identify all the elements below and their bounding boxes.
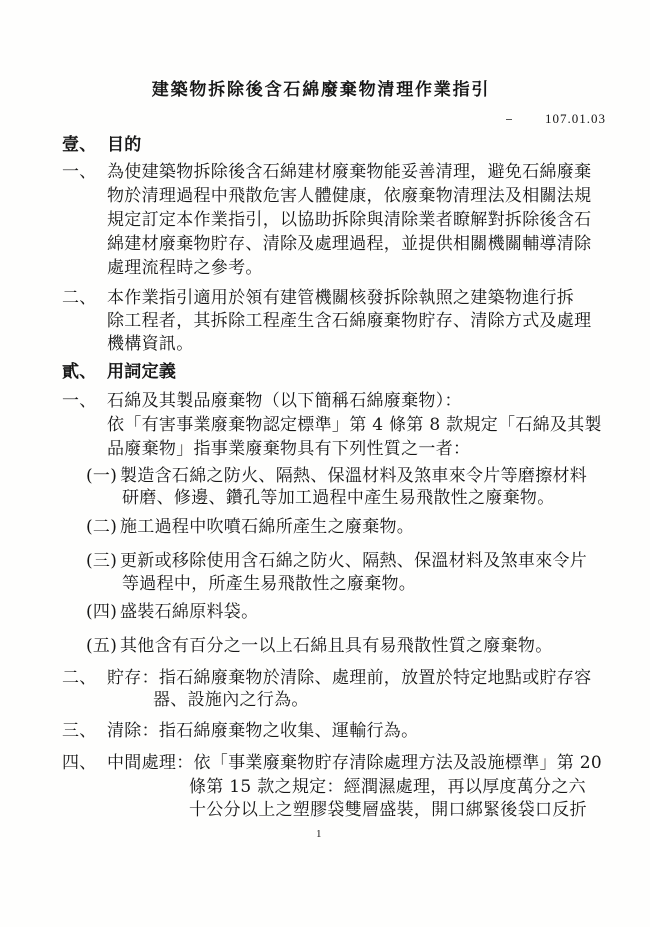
section-1-item-1-line: 綿建材廢棄物貯存、清除及處理過程，並提供相關機關輔導清除 bbox=[107, 234, 592, 254]
section-1-item-2-line: 機構資訊。 bbox=[107, 334, 194, 354]
section-2-item-4-line: 條第 15 款之規定：經潤濕處理，再以厚度萬分之六 bbox=[189, 777, 586, 797]
subitem-2-line: 施工過程中吹噴石綿所產生之廢棄物。 bbox=[120, 517, 415, 537]
subitem-3-line: 更新或移除使用含石綿之防火、隔熱、保溫材料及煞車來令片 bbox=[120, 551, 588, 571]
section-1-item-1-line: 為使建築物拆除後含石綿建材廢棄物能妥善清理，避免石綿廢棄 bbox=[107, 162, 592, 182]
subitem-1-line: 研磨、修邊、鑽孔等加工過程中產生易飛散性之廢棄物。 bbox=[122, 488, 555, 508]
section-2-item-1-line: 依「有害事業廢棄物認定標準」第 4 條第 8 款規定「石綿及其製 bbox=[107, 415, 602, 435]
section-1-item-2-line: 本作業指引適用於領有建管機關核發拆除執照之建築物進行拆 bbox=[107, 288, 575, 308]
section-1-item-1-marker: 一、 bbox=[62, 162, 97, 182]
document-date: 107.01.03 bbox=[545, 111, 606, 126]
section-2-item-4-line: 十公分以上之塑膠袋雙層盛裝，開口綁緊後袋口反折 bbox=[189, 800, 587, 820]
subitem-5-line: 其他含有百分之一以上石綿且具有易飛散性質之廢棄物。 bbox=[120, 636, 553, 656]
subitem-4-marker: (四) bbox=[86, 602, 118, 622]
subitem-1-marker: (一) bbox=[86, 466, 118, 486]
section-2-item-1-marker: 一、 bbox=[62, 391, 97, 411]
section-2-item-2-line: 器、設施內之行為。 bbox=[153, 690, 309, 710]
section-2-item-2-marker: 二、 bbox=[62, 668, 97, 688]
section-1-item-1-line: 物於清理過程中飛散危害人體健康，依廢棄物清理法及相關法規 bbox=[107, 186, 592, 206]
section-2-item-1-line: 石綿及其製品廢棄物（以下簡稱石綿廢棄物）： bbox=[107, 391, 462, 411]
section-1-item-2-marker: 二、 bbox=[62, 288, 97, 308]
subitem-1-line: 製造含石綿之防火、隔熱、保溫材料及煞車來令片等磨擦材料 bbox=[120, 466, 588, 486]
subitem-5-marker: (五) bbox=[86, 636, 118, 656]
section-2-heading: 用詞定義 bbox=[107, 362, 177, 382]
section-1-item-1-line: 處理流程時之參考。 bbox=[107, 258, 263, 278]
document-title: 建築物拆除後含石綿廢棄物清理作業指引 bbox=[151, 80, 491, 100]
section-2-item-4-line: 中間處理：依「事業廢棄物貯存清除處理方法及設施標準」第 20 bbox=[107, 753, 603, 773]
subitem-2-marker: (二) bbox=[86, 517, 118, 537]
section-2-item-3-line: 清除：指石綿廢棄物之收集、運輸行為。 bbox=[107, 721, 419, 741]
subitem-3-marker: (三) bbox=[86, 551, 118, 571]
section-1-item-2-line: 除工程者，其拆除工程產生含石綿廢棄物貯存、清除方式及處理 bbox=[107, 311, 592, 331]
section-2-item-2-line: 貯存：指石綿廢棄物於清除、處理前，放置於特定地點或貯存容 bbox=[107, 668, 592, 688]
section-2-item-4-marker: 四、 bbox=[62, 753, 97, 773]
page-number: 1 bbox=[316, 828, 322, 840]
section-1-item-1-line: 規定訂定本作業指引，以協助拆除與清除業者瞭解對拆除後含石 bbox=[107, 210, 592, 230]
section-2-item-1-line: 品廢棄物」指事業廢棄物具有下列性質之一者： bbox=[107, 439, 471, 459]
section-1-heading: 目的 bbox=[107, 135, 142, 155]
subitem-4-line: 盛裝石綿原料袋。 bbox=[120, 602, 259, 622]
scan-dash-mark bbox=[506, 119, 512, 120]
section-2-marker: 貳、 bbox=[62, 362, 97, 382]
subitem-3-line: 等過程中，所產生易飛散性之廢棄物。 bbox=[122, 574, 417, 594]
section-2-item-3-marker: 三、 bbox=[62, 721, 97, 741]
section-1-marker: 壹、 bbox=[62, 135, 97, 155]
